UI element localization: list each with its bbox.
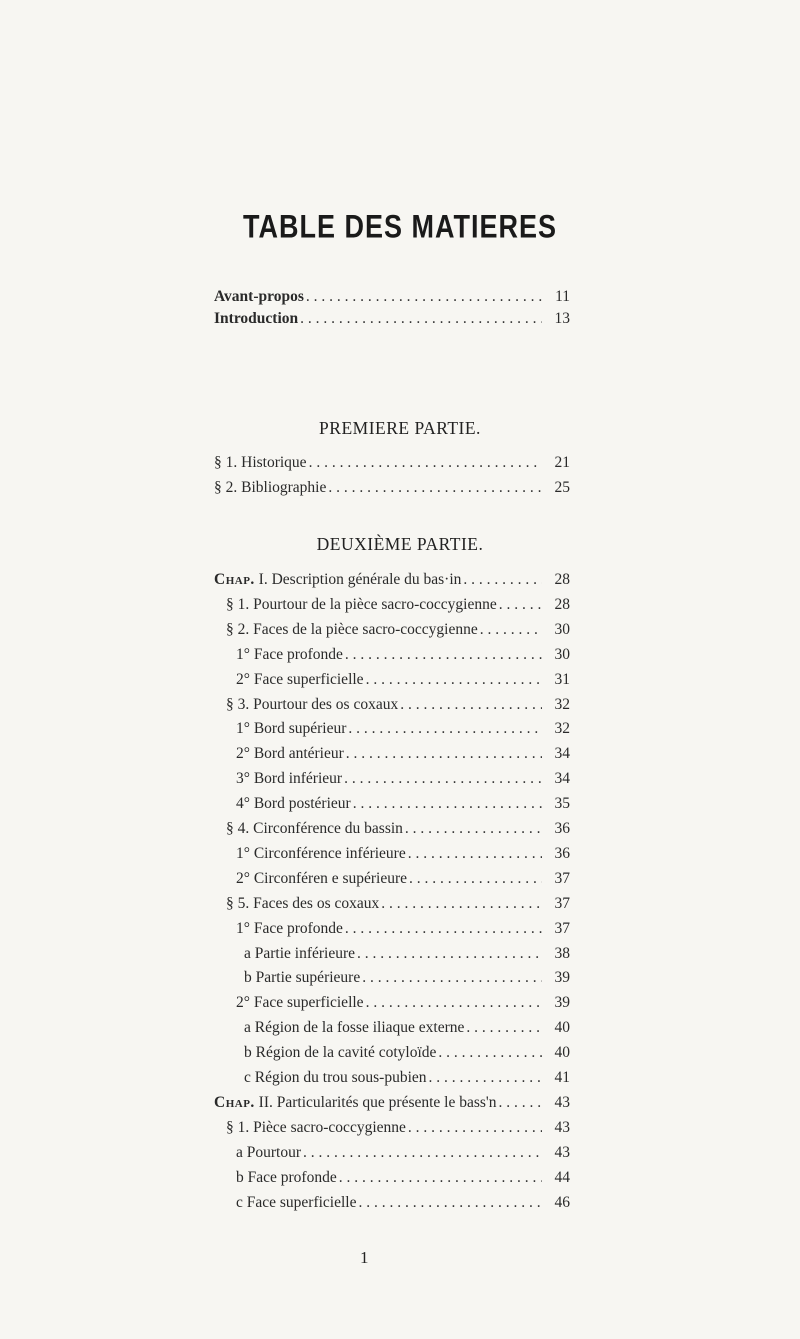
toc-entry-page: 38 (554, 944, 570, 962)
toc-entry-page: 36 (554, 820, 570, 837)
toc-entry-label (214, 452, 309, 474)
toc-entry-text: 2° Face superficielle (236, 994, 364, 1012)
part1-heading: PREMIERE PARTIE. (319, 418, 481, 438)
dot-leader (438, 1042, 542, 1064)
toc-entry-text: 2° Circonféren e supérieure (236, 869, 408, 887)
toc-entry-label (236, 669, 366, 691)
toc-entry-text: a Région de la fosse iliaque externe (244, 1019, 465, 1037)
toc-entry-text: § 5. Faces des os coxaux (226, 894, 380, 912)
toc-entry-text: § 1. Historique (214, 454, 307, 471)
toc-entry-label (236, 718, 348, 740)
toc-entry (236, 868, 570, 890)
toc-entry-text: a Partie inférieure (244, 944, 356, 962)
toc-entry (236, 793, 570, 815)
toc-entry-label (214, 569, 463, 591)
dot-leader (345, 644, 542, 666)
toc-entry (214, 569, 570, 591)
dot-leader (409, 868, 542, 890)
dot-leader (359, 1192, 543, 1214)
toc-entry-label (236, 644, 345, 666)
toc-entry (214, 286, 570, 308)
toc-entry-text: § 1. Pourtour de la pièce sacro-coccygienne (226, 595, 497, 613)
toc-entry-text: 2° Face superficielle (236, 670, 364, 688)
toc-entry-page: 37 (554, 869, 570, 887)
toc-entry-page: 13 (554, 310, 570, 327)
toc-entry-text: § 2. Bibliographie (214, 479, 327, 496)
dot-leader (463, 569, 542, 591)
toc-entry (236, 1142, 570, 1164)
toc-entry (244, 943, 570, 965)
toc-entry-page: 34 (554, 745, 570, 763)
dot-leader (408, 843, 542, 865)
toc-entry-page: 35 (554, 795, 570, 813)
toc-entry-label (236, 743, 346, 765)
toc-entry (226, 594, 570, 616)
toc-entry-text: 3° Bord inférieur (236, 770, 343, 788)
toc-entry-page: 30 (554, 620, 570, 638)
toc-entry-page: 31 (554, 670, 570, 688)
page-number: 1 (360, 1248, 369, 1267)
dot-leader (498, 1092, 542, 1114)
dot-leader (300, 308, 542, 330)
dot-leader (303, 1142, 542, 1164)
toc-entry-label (244, 1067, 429, 1089)
toc-entry (236, 768, 570, 790)
toc-entry-text: § 1. Pièce sacro-coccygienne (226, 1118, 406, 1136)
dot-leader (499, 594, 542, 616)
toc-entry-text: 1° Bord supérieur (236, 720, 347, 738)
toc-entry-text: c Face superficielle (236, 1193, 357, 1211)
dot-leader (400, 694, 542, 716)
toc-entry (236, 743, 570, 765)
dot-leader (405, 818, 542, 840)
toc-entry-text: Avant-propos (214, 288, 304, 305)
toc-entry-label (214, 286, 306, 308)
chapter-prefix: Chap. (214, 571, 255, 588)
toc-entry-label (244, 943, 357, 965)
toc-entry (226, 694, 570, 716)
toc-entry-text: 1° Circonférence inférieure (236, 844, 406, 862)
dot-leader (480, 619, 542, 641)
toc-entry-text: a Pourtour (236, 1143, 302, 1161)
toc-entry (226, 893, 570, 915)
toc-entry-label (226, 594, 499, 616)
toc-entry-page: 34 (554, 770, 570, 788)
toc-entry-page: 25 (554, 479, 570, 496)
dot-leader (339, 1167, 542, 1189)
toc-entry-text: § 2. Faces de la pièce sacro-coccygienne (226, 620, 478, 638)
toc-entry-label (236, 918, 345, 940)
toc-entry-label (244, 1017, 466, 1039)
toc-entry (214, 1092, 570, 1114)
toc-entry-page: 37 (554, 894, 570, 912)
toc-entry-page: 39 (554, 994, 570, 1012)
toc-entry-text: 2° Bord antérieur (236, 745, 344, 763)
dot-leader (353, 793, 542, 815)
toc-entry-page: 39 (554, 969, 570, 987)
toc-entry-label (214, 1092, 498, 1114)
toc-entry-page: 40 (554, 1044, 570, 1062)
dot-leader (328, 477, 542, 499)
toc-entry-text: 1° Face profonde (236, 645, 343, 663)
toc-entry (226, 1117, 570, 1139)
toc-entry-label (236, 992, 366, 1014)
toc-entry-label (226, 619, 480, 641)
toc-entry-page: 36 (554, 844, 570, 862)
toc-entry-page: 43 (554, 1143, 570, 1161)
toc-entry (236, 718, 570, 740)
toc-entry-page: 21 (554, 454, 570, 471)
dot-leader (381, 893, 542, 915)
page-title: TABLE DES MATIERES (242, 208, 557, 245)
toc-entry-page: 32 (554, 695, 570, 713)
chapter-prefix: Chap. (214, 1093, 255, 1111)
dot-leader (346, 743, 542, 765)
toc-entry (244, 1017, 570, 1039)
toc-entry-page: 44 (554, 1168, 570, 1186)
toc-entry-label (226, 818, 405, 840)
toc-entry-page: 28 (554, 571, 570, 588)
toc-entry (236, 1192, 570, 1214)
toc-entry (214, 477, 570, 499)
toc-entry-label (214, 308, 300, 330)
toc-entry (236, 992, 570, 1014)
dot-leader (429, 1067, 542, 1089)
toc-entry (236, 669, 570, 691)
dot-leader (366, 669, 542, 691)
toc-entry (244, 1067, 570, 1089)
toc-entry (214, 452, 570, 474)
toc-entry-text: 4° Bord postérieur (236, 795, 351, 813)
toc-entry-page: 28 (554, 595, 570, 613)
toc-entry-label (236, 793, 353, 815)
toc-entry-label (236, 1192, 359, 1214)
toc-entry (214, 308, 570, 330)
toc-entry-text: c Région du trou sous-pubien (244, 1069, 427, 1086)
toc-entry-page: 37 (554, 919, 570, 937)
toc-entry-text: b Région de la cavité cotyloïde (244, 1044, 437, 1062)
toc-entry-label (226, 694, 400, 716)
toc-entry-page: 41 (554, 1069, 570, 1086)
dot-leader (345, 918, 542, 940)
toc-entry-page: 40 (554, 1019, 570, 1037)
toc-entry-label (226, 1117, 408, 1139)
toc-entry-label (236, 868, 409, 890)
toc-entry-page: 30 (554, 645, 570, 663)
toc-entry-text: 1° Face profonde (236, 919, 343, 937)
part2-heading: DEUXIÈME PARTIE. (316, 534, 484, 554)
dot-leader (344, 768, 542, 790)
toc-entry-label (244, 1042, 438, 1064)
toc-entry-text: § 4. Circonférence du bassin (226, 820, 403, 837)
toc-entry-page: 43 (554, 1093, 570, 1111)
toc-entry-text: I. Description générale du bas·in (258, 571, 462, 588)
dot-leader (357, 943, 542, 965)
dot-leader (408, 1117, 542, 1139)
toc-entry (244, 1042, 570, 1064)
toc-entry-page: 46 (554, 1193, 570, 1211)
toc-entry-text: b Partie supérieure (244, 969, 361, 987)
toc-entry-text: Introduction (214, 310, 299, 327)
dot-leader (466, 1017, 542, 1039)
dot-leader (348, 718, 542, 740)
toc-entry-label (236, 843, 408, 865)
toc-entry-label (236, 768, 344, 790)
toc-entry-label (236, 1167, 339, 1189)
toc-entry (236, 843, 570, 865)
toc-entry (236, 1167, 570, 1189)
toc-entry-text: § 3. Pourtour des os coxaux (226, 695, 399, 713)
dot-leader (362, 967, 542, 989)
toc-entry (226, 818, 570, 840)
toc-entry-text: II. Particularités que présente le bass'n (258, 1093, 497, 1111)
toc-entry-page: 43 (554, 1118, 570, 1136)
toc-entry-page: 11 (555, 288, 570, 305)
dot-leader (366, 992, 542, 1014)
toc-entry (226, 619, 570, 641)
toc-entry-text: b Face profonde (236, 1168, 337, 1186)
toc-entry-label (214, 477, 328, 499)
toc-entry-label (244, 967, 362, 989)
dot-leader (309, 452, 542, 474)
toc-entry (236, 644, 570, 666)
toc-entry-label (236, 1142, 303, 1164)
dot-leader (306, 286, 542, 308)
toc-entry-page: 32 (554, 720, 570, 738)
toc-entry-label (226, 893, 381, 915)
toc-entry (236, 918, 570, 940)
toc-entry (244, 967, 570, 989)
